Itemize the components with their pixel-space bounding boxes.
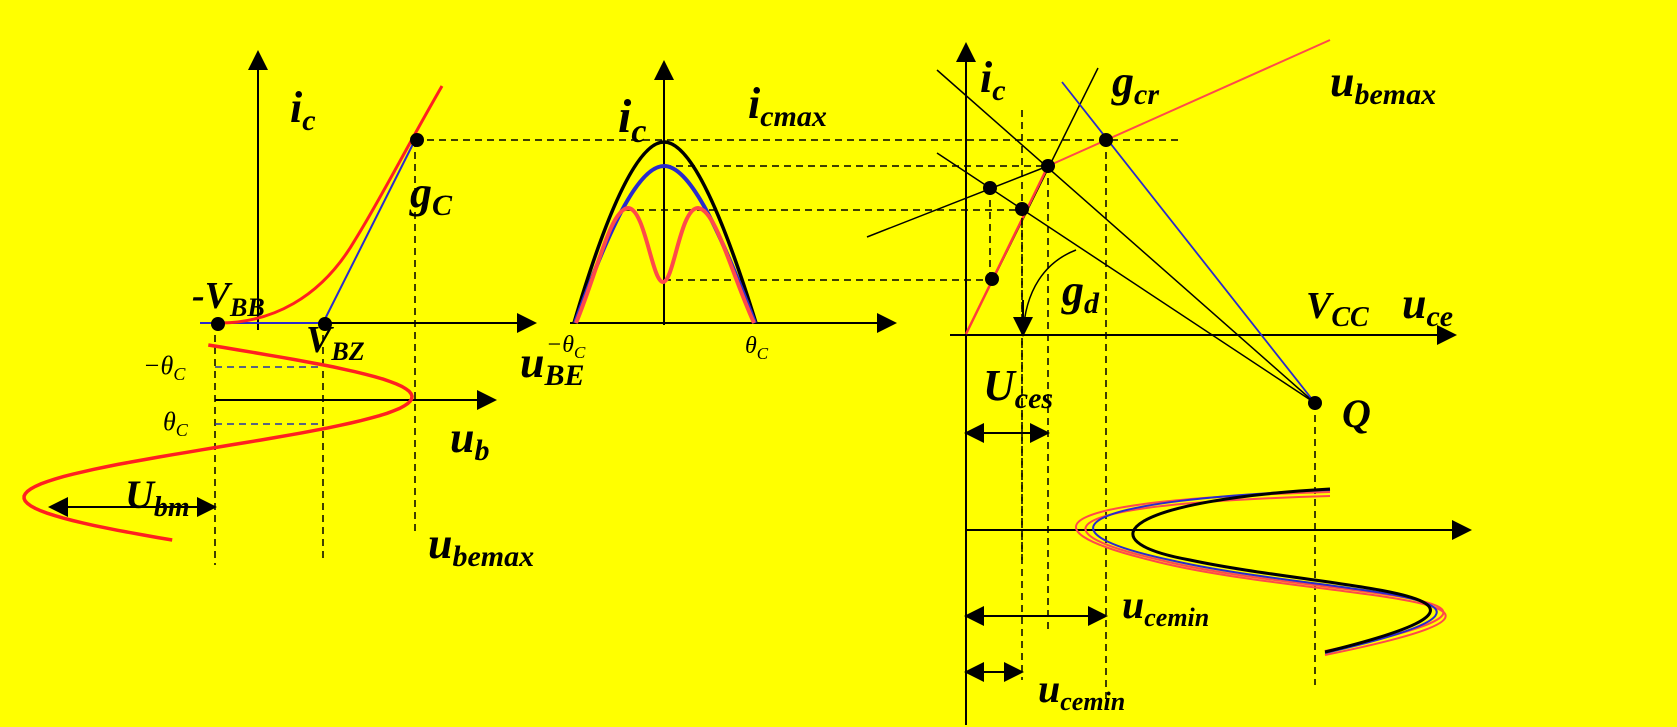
q-point: [1308, 396, 1322, 410]
ubemax-point: [1099, 133, 1113, 147]
left-theta-label: $\theta_C$: [163, 407, 188, 440]
ubm-label: $U_{bm}$: [125, 472, 190, 523]
gd-label: gd: [1062, 266, 1099, 320]
right-ic-label: ic: [980, 53, 1006, 107]
gcr-label: gcr: [1112, 57, 1159, 111]
left-theta-neg-label: $-\theta_C$: [143, 351, 186, 384]
q-label: Q: [1342, 391, 1371, 436]
vbb-point: [211, 317, 225, 331]
op-point-b: [1015, 202, 1029, 216]
load-line-blue: [1062, 82, 1315, 403]
ubemax-red-line: [1048, 40, 1330, 166]
ub-label: ub: [450, 413, 490, 467]
vbb-label: $-V_{BB}$: [192, 275, 265, 322]
uces-label: Uces: [983, 361, 1054, 415]
gcr-line-red: [966, 166, 1048, 334]
right-panel: [867, 40, 1470, 725]
uce-label: uce: [1402, 279, 1454, 333]
middle-theta-label: $\theta_C$: [745, 333, 769, 363]
top-op-point: [1041, 159, 1055, 173]
vbz-label: $V_{BZ}$: [306, 319, 365, 366]
icmax-label: icmax: [748, 79, 827, 133]
middle-theta-neg-label: $-\theta_C$: [546, 332, 586, 362]
middle-ic-label: $i_c$: [618, 90, 647, 150]
left-input-waveform: [24, 345, 412, 540]
left-panel: [24, 52, 1180, 573]
op-point-a: [983, 181, 997, 195]
sat-line: [867, 166, 1048, 237]
left-ic-label: ic: [290, 83, 316, 137]
vcc-label: $V_{CC}$: [1306, 285, 1369, 333]
ube-label: uBE: [520, 338, 585, 392]
ucemin1-label: $u_{cemin}$: [1122, 582, 1210, 632]
left-real-characteristic: [222, 86, 442, 323]
gc-label: gC: [410, 168, 453, 222]
op-point-c: [985, 272, 999, 286]
gc-point: [410, 133, 424, 147]
left-ubemax-label: ubemax: [428, 519, 535, 573]
right-ubemax-label: ubemax: [1330, 57, 1437, 111]
load-line-1: [937, 70, 1315, 403]
ucemin2-label: $u_{cemin}$: [1038, 666, 1126, 716]
